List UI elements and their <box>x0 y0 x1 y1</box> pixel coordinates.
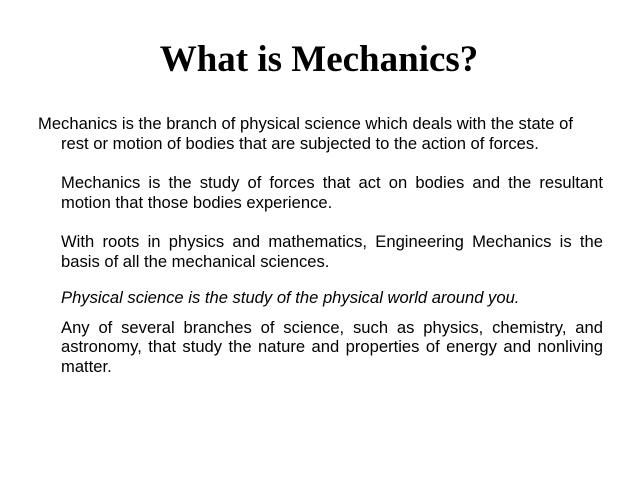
paragraph-branches-of-science: Any of several branches of science, such as physics, chemistry, and astronomy, that study the nature and properties of energy and nonliving matter. <box>61 317 603 376</box>
paragraph-definition: Mechanics is the branch of physical science which deals with the state of rest or motion of bodies that are subjected to the action of forces. <box>38 114 573 153</box>
paragraph-engineering-mechanics: With roots in physics and mathematics, Engineering Mechanics is the basis of all the mechanical sciences. <box>61 232 603 271</box>
slide-body <box>38 114 603 376</box>
slide-title: What is Mechanics? <box>159 39 479 80</box>
paragraph-physical-science: Physical science is the study of the physical world around you. <box>61 288 520 307</box>
paragraph-study-of-forces: Mechanics is the study of forces that act on bodies and the resultant motion that those bodies experience. <box>61 173 603 212</box>
